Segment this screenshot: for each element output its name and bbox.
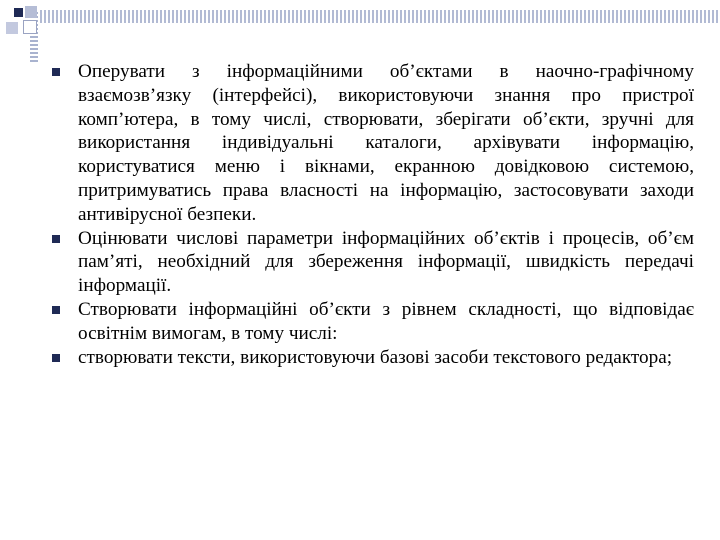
light-square [25,6,37,18]
list-item [48,60,694,227]
list-item-text: Оперувати з інформаційними об’єктами в наочно-графічному взаємозв’язку (інтерфейсі), використовуючи знання про пристрої комп’ютера, в тому числі, створювати, зберігати об’єкти, зручні для використання індивідуальні каталоги, архівувати інформацію, користуватися меню і вікнами, екранною довідковою системою, притримуватись права власності на інформацію, застосовувати заходи антивірусної безпеки. [78,61,694,225]
dark-square [14,8,23,17]
bullet-square-icon [52,306,60,314]
bullet-square-icon [52,235,60,243]
slide-body [48,60,694,369]
bullet-list [48,60,694,369]
list-item-text: Оцінювати числові параметри інформаційних об’єктів і процесів, об’єм пам’яті, необхідний для збереження інформації, швидкість передачі інформації. [78,227,694,297]
light-square [6,22,18,34]
list-item [48,227,694,298]
bullet-square-icon [52,354,60,362]
list-item-text: створювати тексти, використовуючи базові засоби текстового редактора; [78,346,673,368]
outlined-square [23,20,37,34]
header-stripe [40,10,720,23]
list-item [48,346,694,370]
bullet-square-icon [52,68,60,76]
list-item-text: Створювати інформаційні об’єкти з рівнем складності, що відповідає освітнім вимогам, в тому числі: [78,298,694,344]
list-item [48,298,694,346]
